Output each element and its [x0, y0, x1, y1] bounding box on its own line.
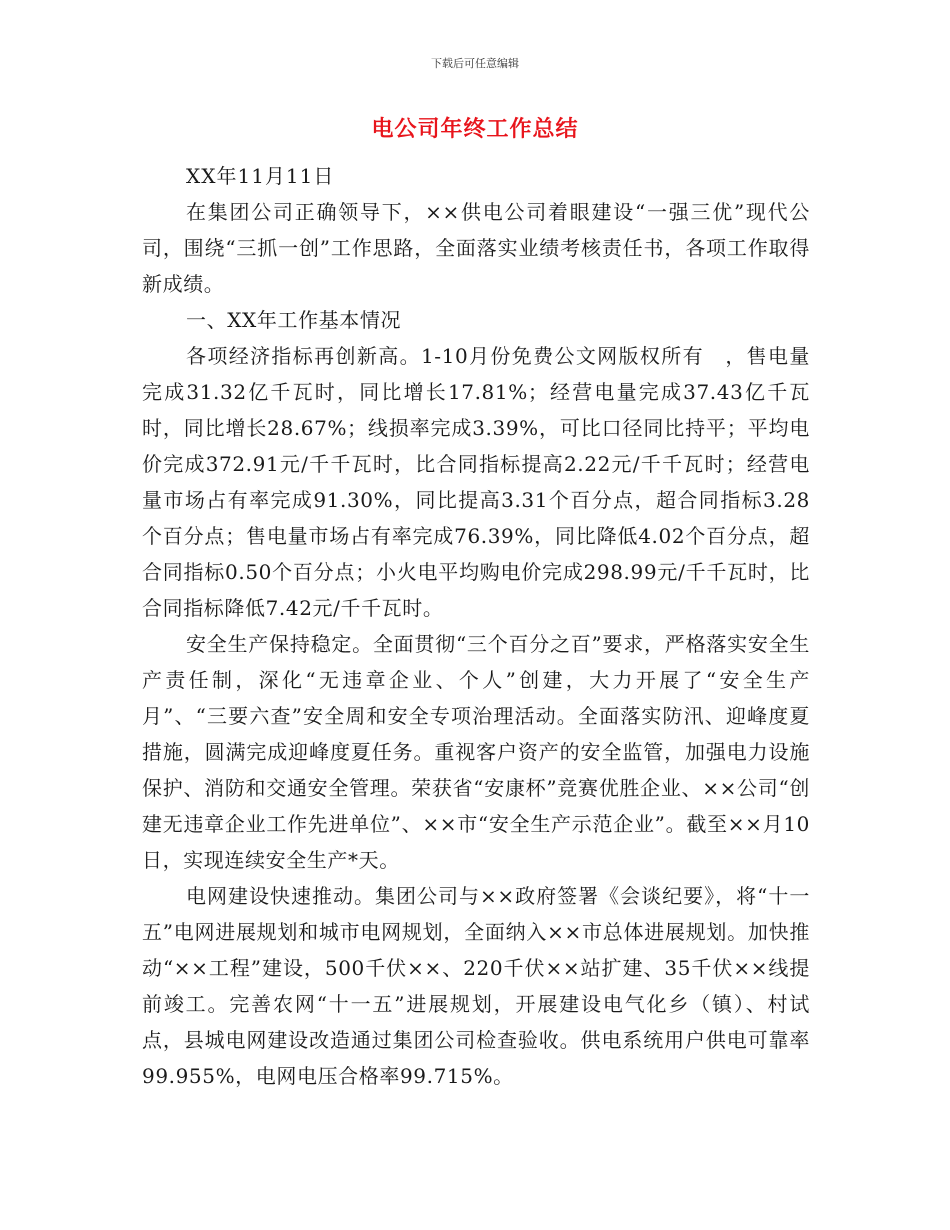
paragraph-intro: 在集团公司正确领导下，××供电公司着眼建设“一强三优”现代公司，围绕“三抓一创”工作思路，全面落实业绩考核责任书，各项工作取得新成绩。 — [142, 200, 810, 296]
header-note: 下载后可任意编辑 — [431, 57, 519, 70]
paragraph-safety-production: 安全生产保持稳定。全面贯彻“三个百分之百”要求，严格落实安全生产责任制，深化“无违章企业、个人”创建，大力开展了“安全生产月”、“三要六查”安全周和安全专项治理活动。全面落实防汛、迎峰度夏措施，圆满完成迎峰度夏任务。重视客户资产的安全监管，加强电力设施保护、消防和交通安全管理。荣获省“安康杯”竞赛优胜企业、××公司“创建无违章企业工作先进单位”、××市“安全生产示范企业”。截至××月10日，实现连续安全生产*天。 — [142, 632, 810, 872]
document-title: 电公司年终工作总结 — [371, 117, 579, 142]
date-line: XX年11月11日 — [186, 164, 335, 188]
paragraph-economic-indicators: 各项经济指标再创新高。1-10月份免费公文网版权所有 ，售电量完成31.32亿千瓦时，同比增长17.81%；经营电量完成37.43亿千瓦时，同比增长28.67%；线损率完成3.39%，可比口径同比持平；平均电价完成372.91元/千千瓦时，比合同指标提高2.22元/千千瓦时；经营电量市场占有率完成91.30%，同比提高3.31个百分点，超合同指标3.28个百分点；售电量市场占有率完成76.39%，同比降低4.02个百分点，超合同指标0.50个百分点；小火电平均购电价完成298.99元/千千瓦时，比合同指标降低7.42元/千千瓦时。 — [142, 344, 810, 620]
document-body — [142, 158, 810, 1094]
section-heading: 一、XX年工作基本情况 — [186, 308, 402, 332]
paragraph-grid-construction: 电网建设快速推动。集团公司与××政府签署《会谈纪要》，将“十一五”电网进展规划和城市电网规划，全面纳入××市总体进展规划。加快推动“××工程”建设，500千伏××、220千伏××站扩建、35千伏××线提前竣工。完善农网“十一五”进展规划，开展建设电气化乡（镇）、村试点，县城电网建设改造通过集团公司检查验收。供电系统用户供电可靠率99.955%，电网电压合格率99.715%。 — [142, 884, 810, 1088]
